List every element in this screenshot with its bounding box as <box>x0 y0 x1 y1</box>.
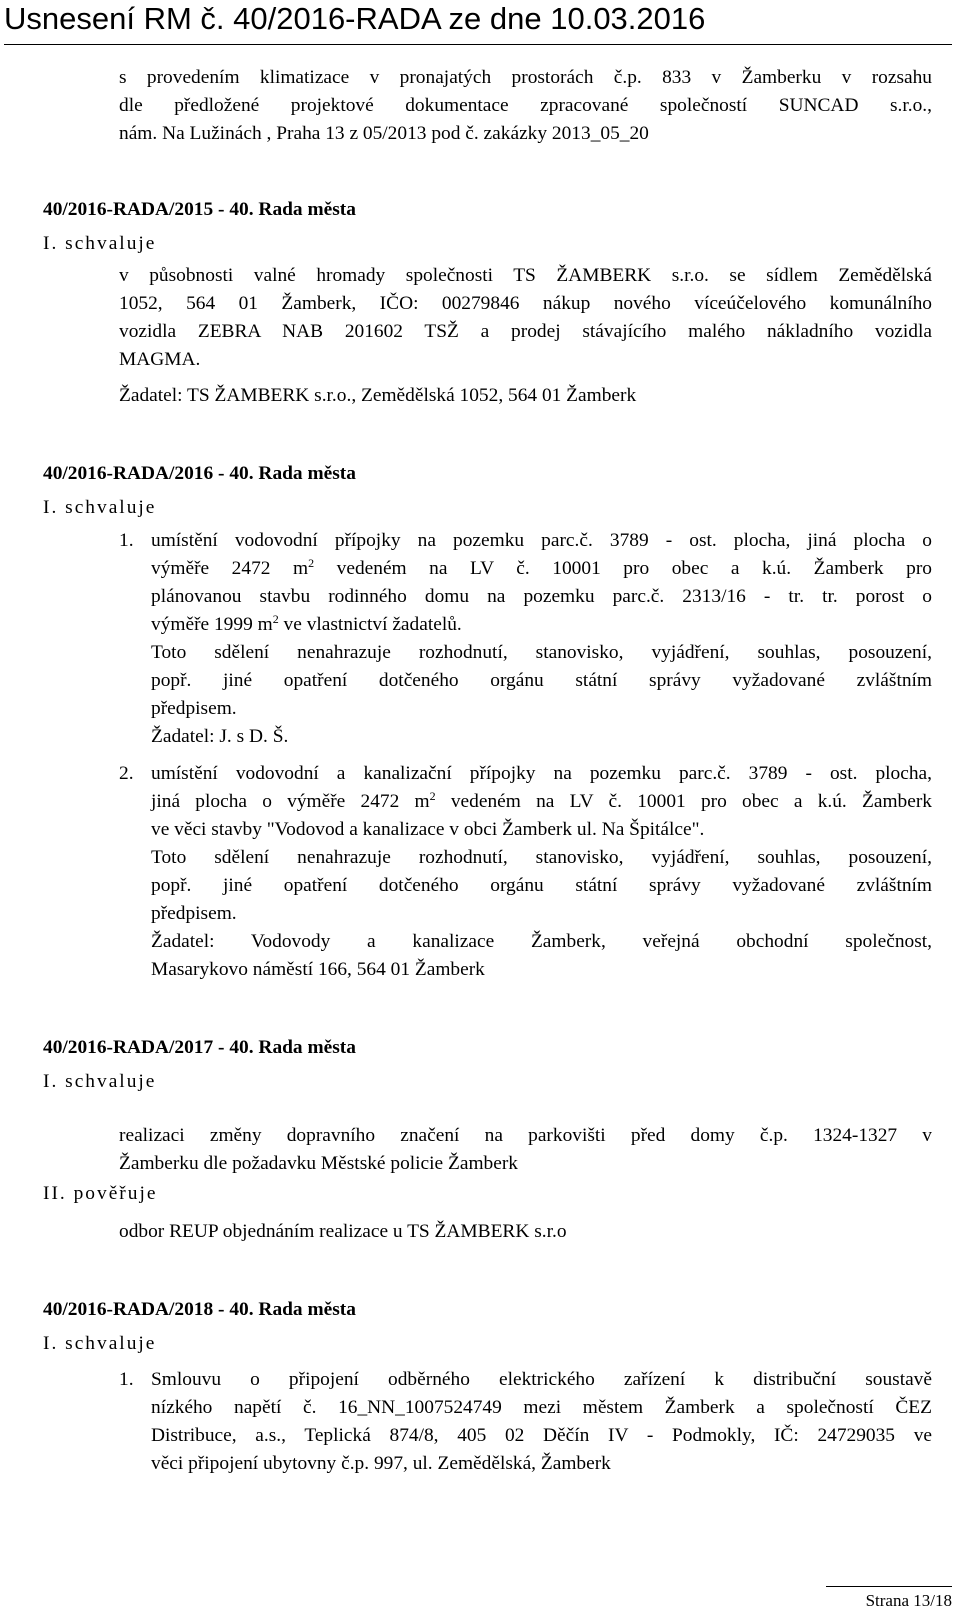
footer-divider <box>826 1586 952 1587</box>
text-line: věci připojení ubytovny č.p. 997, ul. Zemědělská, Žamberk <box>151 1453 611 1474</box>
item-number: 2. <box>119 763 134 784</box>
text-line: realizaci změny dopravního značení na parkovišti před domy č.p. 1324-1327 v <box>119 1125 932 1146</box>
text-line <box>151 555 932 583</box>
resolution-verb: I. schvaluje <box>43 233 157 254</box>
text-fragment: vedeném na LV č. 10001 pro obec a k.ú. Žamberk <box>435 791 932 812</box>
text-line: v působnosti valné hromady společnosti TS ŽAMBERK s.r.o. se sídlem Zemědělská <box>119 265 932 286</box>
page-header-title: Usnesení RM č. 40/2016-RADA ze dne 10.03.2016 <box>4 1 706 36</box>
resolution-heading-2017: 40/2016-RADA/2017 - 40. Rada města <box>43 1037 356 1058</box>
superscript: 2 <box>429 789 436 803</box>
resolution-2015-text <box>119 262 932 346</box>
resolution-2017-text <box>119 1122 932 1150</box>
text-line: nízkého napětí č. 16_NN_1007524749 mezi městem Žamberk a společností ČEZ <box>151 1397 932 1418</box>
text-fragment: výměře 1999 m <box>151 614 273 635</box>
resolution-verb: I. schvaluje <box>43 1071 157 1092</box>
text-line: Toto sdělení nenahrazuje rozhodnutí, stanovisko, vyjádření, souhlas, posouzení, <box>151 642 932 663</box>
text-fragment: ve vlastnictví žadatelů. <box>278 614 462 635</box>
text-line: předpisem. <box>151 903 237 924</box>
intro-paragraph <box>119 64 932 120</box>
superscript: 2 <box>308 556 315 570</box>
text-line: umístění vodovodní a kanalizační přípojky na pozemku parc.č. 3789 - ost. plocha, <box>151 763 932 784</box>
text-line <box>151 788 932 816</box>
applicant-line: Masarykovo náměstí 166, 564 01 Žamberk <box>151 959 485 980</box>
intro-line: s provedením klimatizace v pronajatých prostorách č.p. 833 v Žamberku v rozsahu <box>119 67 932 88</box>
resolution-heading-2016: 40/2016-RADA/2016 - 40. Rada města <box>43 463 356 484</box>
text-line: Žamberku dle požadavku Městské policie Žamberk <box>119 1153 518 1174</box>
applicant-paragraph <box>151 928 932 956</box>
intro-line: dle předložené projektové dokumentace zpracované společností SUNCAD s.r.o., <box>119 95 932 116</box>
applicant-line: Žadatel: J. s D. Š. <box>151 726 289 747</box>
resolution-verb: I. schvaluje <box>43 497 157 518</box>
text-fragment: vedeném na LV č. 10001 pro obec a k.ú. Žamberk pro <box>314 558 933 579</box>
header-divider <box>4 44 952 45</box>
text-line: plánovanou stavbu rodinného domu na pozemku parc.č. 2313/16 - tr. tr. porost o <box>151 586 932 607</box>
resolution-verb: I. schvaluje <box>43 1333 157 1354</box>
text-line: Toto sdělení nenahrazuje rozhodnutí, stanovisko, vyjádření, souhlas, posouzení, <box>151 847 932 868</box>
text-line: MAGMA. <box>119 349 201 370</box>
text-line: Distribuce, a.s., Teplická 874/8, 405 02 Děčín IV - Podmokly, IČ: 24729035 ve <box>151 1425 932 1446</box>
item-1-text <box>151 527 932 611</box>
item-number: 1. <box>119 530 134 551</box>
item-number: 1. <box>119 1369 134 1390</box>
notice-text <box>151 639 932 695</box>
text-fragment: jiná plocha o výměře 2472 m <box>151 791 430 812</box>
resolution-heading-2015: 40/2016-RADA/2015 - 40. Rada města <box>43 199 356 220</box>
text-line <box>151 611 462 639</box>
applicant-line: Žadatel: TS ŽAMBERK s.r.o., Zemědělská 1052, 564 01 Žamberk <box>119 385 637 406</box>
page-number: Strana 13/18 <box>865 1591 952 1610</box>
text-line: umístění vodovodní přípojky na pozemku parc.č. 3789 - ost. plocha, jiná plocha o <box>151 530 932 551</box>
text-line: odbor REUP objednáním realizace u TS ŽAMBERK s.r.o <box>119 1221 567 1242</box>
applicant-line: Žadatel: Vodovody a kanalizace Žamberk, veřejná obchodní společnost, <box>151 931 932 952</box>
resolution-2018-text <box>151 1366 932 1450</box>
item-2-text <box>151 760 932 816</box>
text-line: 1052, 564 01 Žamberk, IČO: 00279846 nákup nového víceúčelového komunálního <box>119 293 932 314</box>
text-line: vozidla ZEBRA NAB 201602 TSŽ a prodej stávajícího malého nákladního vozidla <box>119 321 932 342</box>
intro-line: nám. Na Lužinách , Praha 13 z 05/2013 pod č. zakázky 2013_05_20 <box>119 123 649 144</box>
text-line: Smlouvu o připojení odběrného elektrického zařízení k distribuční soustavě <box>151 1369 932 1390</box>
text-fragment: výměře 2472 m <box>151 558 309 579</box>
text-line: ve věci stavby "Vodovod a kanalizace v obci Žamberk ul. Na Špitálce". <box>151 819 705 840</box>
text-line: popř. jiné opatření dotčeného orgánu státní správy vyžadované zvláštním <box>151 670 932 691</box>
superscript: 2 <box>272 612 279 626</box>
notice-text <box>151 844 932 900</box>
text-line: předpisem. <box>151 698 237 719</box>
resolution-heading-2018: 40/2016-RADA/2018 - 40. Rada města <box>43 1299 356 1320</box>
text-line: popř. jiné opatření dotčeného orgánu státní správy vyžadované zvláštním <box>151 875 932 896</box>
resolution-verb: II. pověřuje <box>43 1183 158 1204</box>
